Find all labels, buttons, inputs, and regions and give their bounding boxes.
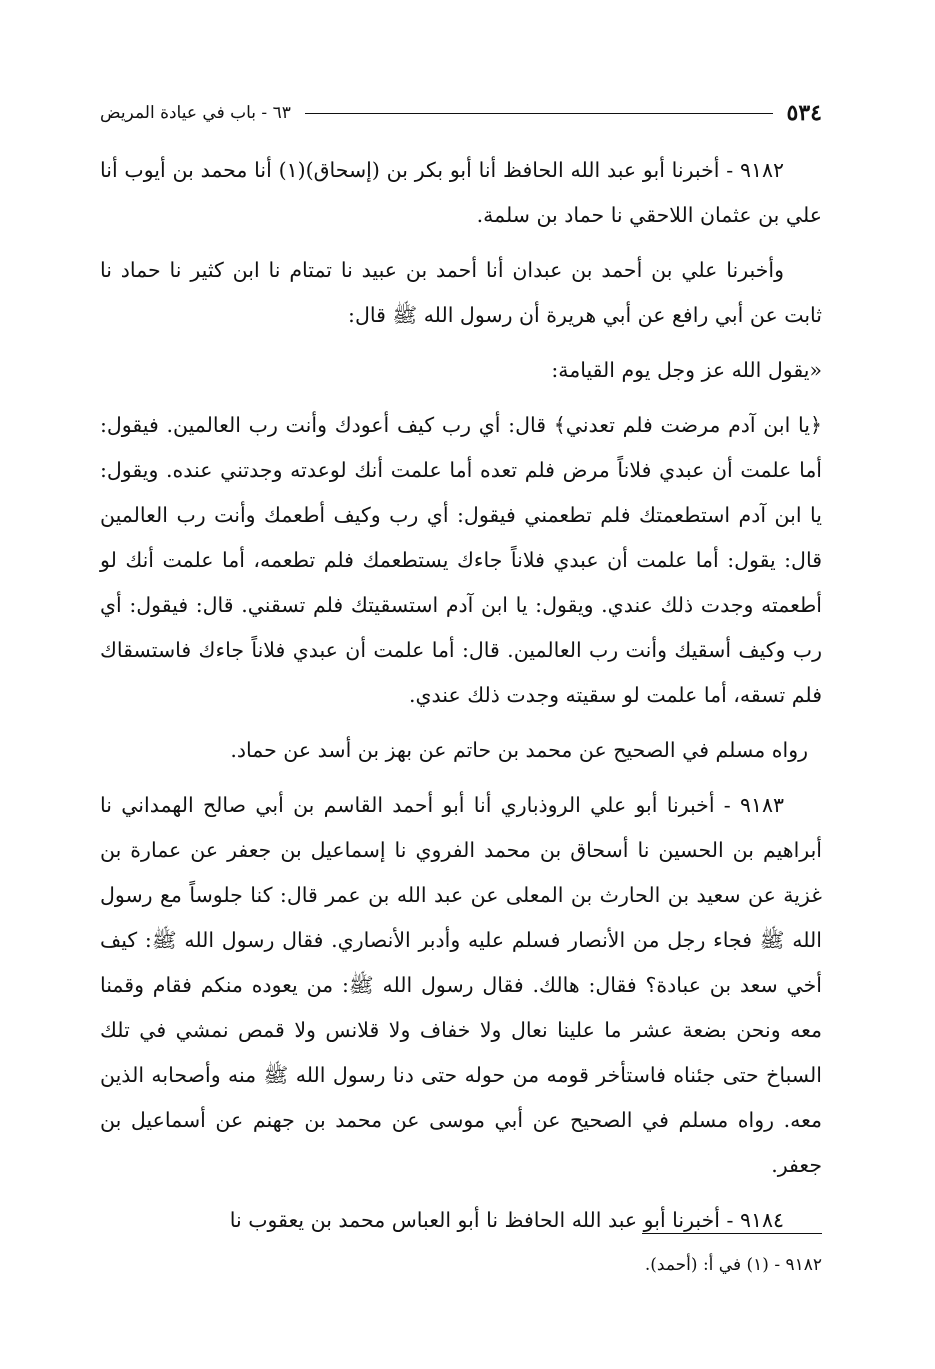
footnote: ٩١٨٢ - (١) في أ: (أحمد). bbox=[644, 1255, 822, 1275]
running-header bbox=[100, 96, 822, 130]
chapter-title: ٦٣ - باب في عيادة المريض bbox=[100, 103, 291, 123]
hadith-9182-attribution: رواه مسلم في الصحيح عن محمد بن حاتم عن بهز بن أسد عن حماد. bbox=[230, 738, 808, 762]
hadith-9184-start: ٩١٨٤ - أخبرنا أبو عبد الله الحافظ نا أبو العباس محمد بن يعقوب نا bbox=[229, 1208, 784, 1232]
page-number: ٥٣٤ bbox=[786, 100, 822, 126]
footnote-rule bbox=[642, 1233, 822, 1234]
body-text bbox=[100, 148, 822, 1243]
hadith-9183: ٩١٨٣ - أخبرنا أبو علي الروذباري أنا أبو أحمد القاسم بن أبي صالح الهمداني نا أبراهيم بن الحسين نا أسحاق بن محمد الفروي نا إسماعيل بن جعفر عن عمارة بن غزية عن سعيد بن الحارث بن المعلى عن عبد الله بن عمر قال: كنا جلوساً مع رسول الله ﷺ فجاء رجل من الأنصار فسلم عليه وأدبر الأنصاري. فقال رسول الله ﷺ: كيف أخي سعد بن عبادة؟ فقال: هالك. فقال رسول الله ﷺ: من يعوده منكم فقام وقمنا معه ونحن بضعة عشر ما علينا نعال ولا خفاف ولا قلانس ولا قمص نمشي في تلك السباخ حتى جئناه فاستأخر قومه من حوله حتى دنا رسول الله ﷺ منه وأصحابه الذين معه. رواه مسلم في الصحيح عن أبي موسى عن محمد بن جهنم عن أسماعيل بن جعفر. bbox=[100, 793, 822, 1177]
hadith-9182-chain: ٩١٨٢ - أخبرنا أبو عبد الله الحافظ أنا أبو بكر بن (إسحاق)(١) أنا محمد بن أيوب أنا علي بن عثمان اللاحقي نا حماد بن سلمة. bbox=[100, 158, 822, 227]
hadith-9182-text: ﴿يا ابن آدم مرضت فلم تعدني﴾ قال: أي رب كيف أعودك وأنت رب العالمين. فيقول: أما علمت أن عبدي فلاناً مرض فلم تعده أما علمت أنك لوعدته وجدتني عنده. ويقول: يا ابن آدم استطعمتك فلم تطعمني فيقول: أي رب وكيف أطعمك وأنت رب العالمين قال: يقول: أما علمت أن عبدي فلاناً جاءك يستطعمك فلم تطعمه، أما علمت أنك لو أطعمته وجدت ذلك عندي. ويقول: يا ابن آدم استسقيتك فلم تسقني. قال: فيقول: أي رب وكيف أسقيك وأنت رب العالمين. قال: أما علمت أن عبدي فلاناً جاءك فاستسقاك فلم تسقه، أما علمت لو سقيته وجدت ذلك عندي. bbox=[100, 413, 822, 707]
hadith-9182-quote-intro: «يقول الله عز وجل يوم القيامة: bbox=[551, 358, 822, 382]
hadith-9182-second-chain: وأخبرنا علي بن أحمد بن عبدان أنا أحمد بن عبيد نا تمتام نا ابن كثير نا حماد نا ثابت عن أبي رافع عن أبي هريرة أن رسول الله ﷺ قال: bbox=[100, 258, 822, 327]
book-page bbox=[100, 96, 822, 1275]
header-rule bbox=[305, 113, 773, 114]
